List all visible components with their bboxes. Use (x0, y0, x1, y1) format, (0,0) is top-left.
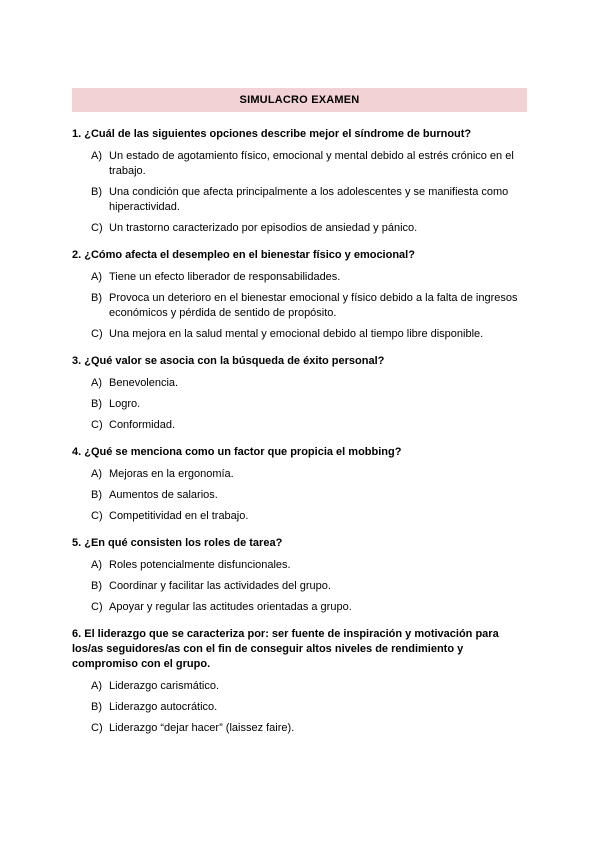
option-b (91, 579, 528, 594)
option-text: Una condición que afecta principalmente a los adolescentes y se manifiesta como hiperactividad. (109, 186, 509, 213)
option-letter: A) (91, 377, 102, 389)
question-text: 3. ¿Qué valor se asocia con la búsqueda de éxito personal? (72, 355, 385, 367)
option-letter: B) (91, 489, 102, 501)
question-3 (72, 354, 528, 433)
option-letter: C) (91, 601, 103, 613)
option-a (91, 270, 528, 285)
option-letter: B) (91, 398, 102, 410)
question-6 (72, 627, 528, 736)
option-b (91, 700, 528, 715)
option-a (91, 467, 528, 482)
option-c (91, 721, 528, 736)
question-text: 6. El liderazgo que se caracteriza por: ser fuente de inspiración y motivación para los/as seguidores/as con el fin de conseguir altos niveles de rendimiento y compromiso con el grupo. (72, 628, 499, 670)
exam-header (72, 88, 527, 112)
question-4 (72, 445, 528, 524)
option-letter: C) (91, 510, 103, 522)
option-letter: B) (91, 701, 102, 713)
option-a (91, 558, 528, 573)
option-c (91, 600, 528, 615)
option-text: Logro. (109, 398, 141, 410)
option-a (91, 679, 528, 694)
option-text: Coordinar y facilitar las actividades del grupo. (109, 580, 331, 592)
option-b (91, 488, 528, 503)
option-a (91, 149, 528, 179)
option-b (91, 185, 528, 215)
option-c (91, 509, 528, 524)
option-letter: C) (91, 722, 103, 734)
option-letter: C) (91, 419, 103, 431)
option-c (91, 327, 528, 342)
option-text: Liderazgo carismático. (109, 680, 220, 692)
question-2 (72, 248, 528, 342)
option-c (91, 221, 528, 236)
option-a (91, 376, 528, 391)
option-text: Benevolencia. (109, 377, 179, 389)
option-b (91, 291, 528, 321)
option-letter: A) (91, 680, 102, 692)
option-text: Un estado de agotamiento físico, emocional y mental debido al estrés crónico en el trabajo. (109, 150, 514, 177)
option-letter: A) (91, 468, 102, 480)
option-letter: A) (91, 559, 102, 571)
exam-title: SIMULACRO EXAMEN (239, 94, 360, 106)
question-list (72, 127, 528, 748)
option-text: Apoyar y regular las actitudes orientadas a grupo. (109, 601, 352, 613)
option-text: Tiene un efecto liberador de responsabilidades. (109, 271, 341, 283)
question-text: 5. ¿En qué consisten los roles de tarea? (72, 537, 283, 549)
question-text: 1. ¿Cuál de las siguientes opciones describe mejor el síndrome de burnout? (72, 128, 472, 140)
option-letter: C) (91, 328, 103, 340)
option-text: Un trastorno caracterizado por episodios de ansiedad y pánico. (109, 222, 418, 234)
option-letter: B) (91, 580, 102, 592)
option-text: Liderazgo autocrático. (109, 701, 218, 713)
option-text: Conformidad. (109, 419, 176, 431)
option-letter: A) (91, 150, 102, 162)
option-letter: C) (91, 222, 103, 234)
option-text: Mejoras en la ergonomía. (109, 468, 234, 480)
option-text: Provoca un deterioro en el bienestar emocional y físico debido a la falta de ingresos económicos y pérdida de sentido de propósito. (109, 292, 518, 319)
question-text: 4. ¿Qué se menciona como un factor que propicia el mobbing? (72, 446, 402, 458)
question-5 (72, 536, 528, 615)
option-b (91, 397, 528, 412)
option-letter: B) (91, 186, 102, 198)
option-text: Aumentos de salarios. (109, 489, 218, 501)
option-text: Roles potencialmente disfuncionales. (109, 559, 291, 571)
option-text: Competitividad en el trabajo. (109, 510, 249, 522)
option-letter: B) (91, 292, 102, 304)
option-text: Una mejora en la salud mental y emocional debido al tiempo libre disponible. (109, 328, 484, 340)
option-text: Liderazgo “dejar hacer” (laissez faire). (109, 722, 295, 734)
option-letter: A) (91, 271, 102, 283)
question-1 (72, 127, 528, 236)
question-text: 2. ¿Cómo afecta el desempleo en el bienestar físico y emocional? (72, 249, 415, 261)
option-c (91, 418, 528, 433)
